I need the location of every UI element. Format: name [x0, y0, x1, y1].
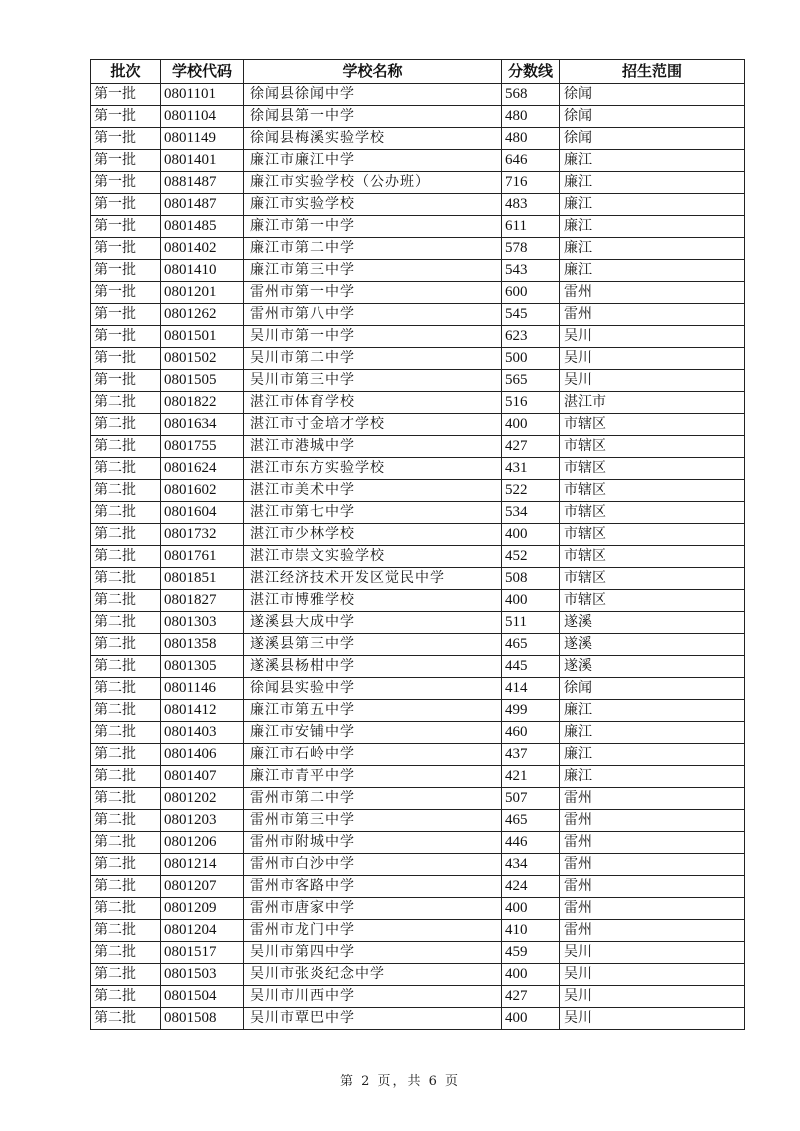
cell-school-code: 0801501 — [161, 326, 244, 348]
cell-school-code: 0801755 — [161, 436, 244, 458]
cell-batch: 第一批 — [91, 84, 161, 106]
cell-enrollment-area: 廉江 — [560, 172, 745, 194]
cell-batch: 第二批 — [91, 612, 161, 634]
cell-school-name: 湛江市体育学校 — [244, 392, 502, 414]
cell-school-code: 0801406 — [161, 744, 244, 766]
table-header — [91, 60, 745, 84]
cell-score-line: 427 — [502, 436, 560, 458]
cell-score-line: 465 — [502, 634, 560, 656]
cell-batch: 第二批 — [91, 942, 161, 964]
cell-enrollment-area: 徐闻 — [560, 106, 745, 128]
cell-school-code: 0801732 — [161, 524, 244, 546]
cell-enrollment-area: 吴川 — [560, 326, 745, 348]
table-row — [91, 722, 745, 744]
cell-batch: 第二批 — [91, 414, 161, 436]
header-row — [91, 60, 745, 84]
cell-batch: 第二批 — [91, 524, 161, 546]
table-row — [91, 766, 745, 788]
cell-batch: 第一批 — [91, 238, 161, 260]
cell-enrollment-area: 市辖区 — [560, 458, 745, 480]
cell-enrollment-area: 雷州 — [560, 788, 745, 810]
cell-school-name: 廉江市石岭中学 — [244, 744, 502, 766]
table-row — [91, 678, 745, 700]
cell-batch: 第二批 — [91, 832, 161, 854]
cell-score-line: 421 — [502, 766, 560, 788]
cell-batch: 第二批 — [91, 656, 161, 678]
cell-batch: 第二批 — [91, 590, 161, 612]
cell-school-code: 0801401 — [161, 150, 244, 172]
cell-enrollment-area: 吴川 — [560, 348, 745, 370]
cell-score-line: 480 — [502, 106, 560, 128]
table-row — [91, 964, 745, 986]
cell-score-line: 600 — [502, 282, 560, 304]
cell-school-code: 0801410 — [161, 260, 244, 282]
cell-batch: 第二批 — [91, 986, 161, 1008]
cell-school-code: 0801827 — [161, 590, 244, 612]
table-row — [91, 348, 745, 370]
cell-score-line: 545 — [502, 304, 560, 326]
cell-batch: 第一批 — [91, 172, 161, 194]
header-batch: 批次 — [91, 60, 161, 84]
table-row — [91, 370, 745, 392]
cell-school-code: 0801851 — [161, 568, 244, 590]
table-row — [91, 84, 745, 106]
cell-score-line: 427 — [502, 986, 560, 1008]
cell-enrollment-area: 廉江 — [560, 700, 745, 722]
cell-score-line: 716 — [502, 172, 560, 194]
cell-enrollment-area: 市辖区 — [560, 546, 745, 568]
table-row — [91, 304, 745, 326]
cell-school-name: 徐闻县梅溪实验学校 — [244, 128, 502, 150]
cell-school-code: 0801624 — [161, 458, 244, 480]
table-row — [91, 568, 745, 590]
cell-score-line: 452 — [502, 546, 560, 568]
cell-school-name: 廉江市第五中学 — [244, 700, 502, 722]
cell-score-line: 483 — [502, 194, 560, 216]
cell-batch: 第二批 — [91, 480, 161, 502]
cell-school-name: 吴川市第四中学 — [244, 942, 502, 964]
cell-school-code: 0801202 — [161, 788, 244, 810]
cell-school-name: 廉江市安铺中学 — [244, 722, 502, 744]
cell-school-code: 0801503 — [161, 964, 244, 986]
cell-school-name: 湛江市第七中学 — [244, 502, 502, 524]
cell-score-line: 500 — [502, 348, 560, 370]
cell-school-name: 湛江市少林学校 — [244, 524, 502, 546]
cell-enrollment-area: 吴川 — [560, 942, 745, 964]
cell-school-code: 0801146 — [161, 678, 244, 700]
cell-enrollment-area: 廉江 — [560, 766, 745, 788]
cell-enrollment-area: 雷州 — [560, 304, 745, 326]
cell-school-name: 雷州市白沙中学 — [244, 854, 502, 876]
cell-score-line: 400 — [502, 898, 560, 920]
table-row — [91, 282, 745, 304]
cell-batch: 第二批 — [91, 502, 161, 524]
header-score-line: 分数线 — [502, 60, 560, 84]
cell-batch: 第一批 — [91, 260, 161, 282]
table-row — [91, 546, 745, 568]
cell-school-name: 雷州市客路中学 — [244, 876, 502, 898]
cell-batch: 第二批 — [91, 546, 161, 568]
header-school-code: 学校代码 — [161, 60, 244, 84]
cell-score-line: 508 — [502, 568, 560, 590]
table-row — [91, 436, 745, 458]
cell-school-code: 0801214 — [161, 854, 244, 876]
cell-school-code: 0801206 — [161, 832, 244, 854]
table-row — [91, 392, 745, 414]
table-row — [91, 920, 745, 942]
table-row — [91, 194, 745, 216]
cell-school-name: 廉江市廉江中学 — [244, 150, 502, 172]
cell-school-name: 雷州市唐家中学 — [244, 898, 502, 920]
cell-school-name: 廉江市第二中学 — [244, 238, 502, 260]
cell-batch: 第二批 — [91, 458, 161, 480]
cell-score-line: 578 — [502, 238, 560, 260]
cell-school-code: 0801504 — [161, 986, 244, 1008]
cell-enrollment-area: 市辖区 — [560, 502, 745, 524]
cell-school-name: 徐闻县实验中学 — [244, 678, 502, 700]
cell-school-name: 雷州市第二中学 — [244, 788, 502, 810]
table-row — [91, 898, 745, 920]
cell-school-code: 0801209 — [161, 898, 244, 920]
table-row — [91, 700, 745, 722]
cell-enrollment-area: 廉江 — [560, 150, 745, 172]
table-row — [91, 986, 745, 1008]
cell-score-line: 499 — [502, 700, 560, 722]
table-row — [91, 172, 745, 194]
cell-batch: 第一批 — [91, 194, 161, 216]
cell-batch: 第二批 — [91, 722, 161, 744]
table-body — [91, 84, 745, 1030]
cell-school-code: 0801407 — [161, 766, 244, 788]
cell-school-name: 雷州市龙门中学 — [244, 920, 502, 942]
cell-score-line: 400 — [502, 964, 560, 986]
cell-enrollment-area: 市辖区 — [560, 480, 745, 502]
cell-enrollment-area: 遂溪 — [560, 656, 745, 678]
cell-enrollment-area: 徐闻 — [560, 84, 745, 106]
cell-school-code: 0801761 — [161, 546, 244, 568]
cell-school-name: 廉江市实验学校 — [244, 194, 502, 216]
cell-score-line: 400 — [502, 1008, 560, 1030]
cell-score-line: 424 — [502, 876, 560, 898]
cell-school-code: 0801517 — [161, 942, 244, 964]
cell-score-line: 623 — [502, 326, 560, 348]
cell-score-line: 414 — [502, 678, 560, 700]
cell-school-code: 0801402 — [161, 238, 244, 260]
table-row — [91, 942, 745, 964]
cell-school-name: 湛江市港城中学 — [244, 436, 502, 458]
cell-enrollment-area: 吴川 — [560, 986, 745, 1008]
cell-enrollment-area: 廉江 — [560, 238, 745, 260]
table-row — [91, 612, 745, 634]
cell-enrollment-area: 雷州 — [560, 282, 745, 304]
cell-enrollment-area: 雷州 — [560, 832, 745, 854]
cell-school-code: 0801502 — [161, 348, 244, 370]
table-row — [91, 480, 745, 502]
cell-score-line: 400 — [502, 524, 560, 546]
cell-enrollment-area: 市辖区 — [560, 524, 745, 546]
cell-batch: 第二批 — [91, 392, 161, 414]
table-row — [91, 1008, 745, 1030]
cell-school-name: 廉江市第三中学 — [244, 260, 502, 282]
table-row — [91, 238, 745, 260]
cell-batch: 第二批 — [91, 964, 161, 986]
cell-batch: 第一批 — [91, 348, 161, 370]
cell-batch: 第二批 — [91, 678, 161, 700]
cell-batch: 第二批 — [91, 876, 161, 898]
cell-score-line: 431 — [502, 458, 560, 480]
table-row — [91, 106, 745, 128]
table-row — [91, 832, 745, 854]
cell-enrollment-area: 市辖区 — [560, 436, 745, 458]
cell-batch: 第二批 — [91, 436, 161, 458]
table-row — [91, 128, 745, 150]
table-row — [91, 656, 745, 678]
cell-school-code: 0801149 — [161, 128, 244, 150]
cell-school-code: 0801505 — [161, 370, 244, 392]
cell-batch: 第二批 — [91, 634, 161, 656]
cell-score-line: 434 — [502, 854, 560, 876]
cell-batch: 第二批 — [91, 700, 161, 722]
cell-batch: 第一批 — [91, 128, 161, 150]
cell-batch: 第一批 — [91, 326, 161, 348]
cell-school-name: 雷州市第一中学 — [244, 282, 502, 304]
cell-batch: 第二批 — [91, 788, 161, 810]
page-number: 第 2 页，共 6 页 — [339, 1074, 461, 1089]
cell-score-line: 437 — [502, 744, 560, 766]
cell-batch: 第一批 — [91, 150, 161, 172]
cell-school-name: 徐闻县第一中学 — [244, 106, 502, 128]
cell-school-code: 0801412 — [161, 700, 244, 722]
admission-score-table — [90, 59, 745, 1030]
cell-score-line: 507 — [502, 788, 560, 810]
cell-score-line: 611 — [502, 216, 560, 238]
cell-enrollment-area: 市辖区 — [560, 590, 745, 612]
cell-enrollment-area: 吴川 — [560, 1008, 745, 1030]
table-row — [91, 854, 745, 876]
cell-score-line: 459 — [502, 942, 560, 964]
cell-batch: 第二批 — [91, 1008, 161, 1030]
cell-school-name: 湛江市美术中学 — [244, 480, 502, 502]
cell-enrollment-area: 廉江 — [560, 260, 745, 282]
cell-batch: 第一批 — [91, 282, 161, 304]
cell-school-name: 遂溪县杨柑中学 — [244, 656, 502, 678]
header-school-name: 学校名称 — [244, 60, 502, 84]
cell-enrollment-area: 吴川 — [560, 370, 745, 392]
cell-school-name: 湛江市博雅学校 — [244, 590, 502, 612]
cell-enrollment-area: 吴川 — [560, 964, 745, 986]
cell-school-name: 吴川市第二中学 — [244, 348, 502, 370]
cell-school-code: 0801602 — [161, 480, 244, 502]
table-row — [91, 744, 745, 766]
cell-school-code: 0801358 — [161, 634, 244, 656]
cell-score-line: 410 — [502, 920, 560, 942]
cell-school-code: 0801262 — [161, 304, 244, 326]
cell-enrollment-area: 雷州 — [560, 854, 745, 876]
cell-school-name: 吴川市覃巴中学 — [244, 1008, 502, 1030]
cell-batch: 第二批 — [91, 920, 161, 942]
cell-score-line: 522 — [502, 480, 560, 502]
cell-score-line: 534 — [502, 502, 560, 524]
cell-batch: 第一批 — [91, 216, 161, 238]
cell-school-name: 湛江市崇文实验学校 — [244, 546, 502, 568]
cell-score-line: 446 — [502, 832, 560, 854]
cell-score-line: 646 — [502, 150, 560, 172]
cell-score-line: 480 — [502, 128, 560, 150]
cell-batch: 第一批 — [91, 304, 161, 326]
cell-enrollment-area: 徐闻 — [560, 678, 745, 700]
cell-school-code: 0801508 — [161, 1008, 244, 1030]
cell-batch: 第二批 — [91, 766, 161, 788]
cell-school-code: 0801203 — [161, 810, 244, 832]
cell-enrollment-area: 雷州 — [560, 898, 745, 920]
cell-enrollment-area: 徐闻 — [560, 128, 745, 150]
cell-school-name: 徐闻县徐闻中学 — [244, 84, 502, 106]
cell-school-code: 0801403 — [161, 722, 244, 744]
cell-school-code: 0881487 — [161, 172, 244, 194]
cell-score-line: 511 — [502, 612, 560, 634]
table-row — [91, 788, 745, 810]
cell-batch: 第二批 — [91, 810, 161, 832]
cell-school-name: 廉江市第一中学 — [244, 216, 502, 238]
cell-batch: 第二批 — [91, 898, 161, 920]
cell-enrollment-area: 市辖区 — [560, 568, 745, 590]
table-row — [91, 502, 745, 524]
cell-school-code: 0801487 — [161, 194, 244, 216]
table-row — [91, 810, 745, 832]
table-row — [91, 524, 745, 546]
cell-enrollment-area: 遂溪 — [560, 634, 745, 656]
cell-school-name: 湛江市寸金培才学校 — [244, 414, 502, 436]
cell-batch: 第二批 — [91, 568, 161, 590]
cell-score-line: 565 — [502, 370, 560, 392]
table-row — [91, 326, 745, 348]
cell-enrollment-area: 雷州 — [560, 920, 745, 942]
cell-school-name: 吴川市第三中学 — [244, 370, 502, 392]
cell-school-code: 0801101 — [161, 84, 244, 106]
cell-school-name: 雷州市第三中学 — [244, 810, 502, 832]
cell-enrollment-area: 廉江 — [560, 194, 745, 216]
cell-school-code: 0801305 — [161, 656, 244, 678]
cell-score-line: 400 — [502, 414, 560, 436]
cell-school-name: 遂溪县第三中学 — [244, 634, 502, 656]
cell-school-code: 0801303 — [161, 612, 244, 634]
cell-school-name: 廉江市青平中学 — [244, 766, 502, 788]
header-enrollment-area: 招生范围 — [560, 60, 745, 84]
table-row — [91, 216, 745, 238]
cell-score-line: 400 — [502, 590, 560, 612]
cell-school-code: 0801604 — [161, 502, 244, 524]
cell-enrollment-area: 廉江 — [560, 216, 745, 238]
table-row — [91, 634, 745, 656]
cell-enrollment-area: 雷州 — [560, 876, 745, 898]
cell-school-name: 雷州市第八中学 — [244, 304, 502, 326]
cell-score-line: 465 — [502, 810, 560, 832]
cell-score-line: 460 — [502, 722, 560, 744]
cell-school-code: 0801204 — [161, 920, 244, 942]
cell-enrollment-area: 雷州 — [560, 810, 745, 832]
cell-enrollment-area: 市辖区 — [560, 414, 745, 436]
table-row — [91, 414, 745, 436]
cell-enrollment-area: 遂溪 — [560, 612, 745, 634]
cell-batch: 第二批 — [91, 854, 161, 876]
cell-school-code: 0801634 — [161, 414, 244, 436]
cell-batch: 第一批 — [91, 106, 161, 128]
cell-school-code: 0801822 — [161, 392, 244, 414]
table-row — [91, 150, 745, 172]
cell-school-name: 湛江经济技术开发区觉民中学 — [244, 568, 502, 590]
cell-score-line: 445 — [502, 656, 560, 678]
cell-score-line: 543 — [502, 260, 560, 282]
cell-school-name: 吴川市张炎纪念中学 — [244, 964, 502, 986]
cell-enrollment-area: 廉江 — [560, 722, 745, 744]
cell-school-code: 0801207 — [161, 876, 244, 898]
cell-score-line: 568 — [502, 84, 560, 106]
table-row — [91, 876, 745, 898]
cell-enrollment-area: 湛江市 — [560, 392, 745, 414]
cell-school-name: 遂溪县大成中学 — [244, 612, 502, 634]
cell-school-name: 吴川市川西中学 — [244, 986, 502, 1008]
cell-school-name: 雷州市附城中学 — [244, 832, 502, 854]
cell-school-name: 吴川市第一中学 — [244, 326, 502, 348]
cell-school-code: 0801201 — [161, 282, 244, 304]
table-row — [91, 590, 745, 612]
cell-batch: 第二批 — [91, 744, 161, 766]
cell-school-name: 廉江市实验学校（公办班） — [244, 172, 502, 194]
cell-enrollment-area: 廉江 — [560, 744, 745, 766]
cell-score-line: 516 — [502, 392, 560, 414]
table-row — [91, 458, 745, 480]
table-row — [91, 260, 745, 282]
cell-school-name: 湛江市东方实验学校 — [244, 458, 502, 480]
cell-batch: 第一批 — [91, 370, 161, 392]
cell-school-code: 0801104 — [161, 106, 244, 128]
cell-school-code: 0801485 — [161, 216, 244, 238]
